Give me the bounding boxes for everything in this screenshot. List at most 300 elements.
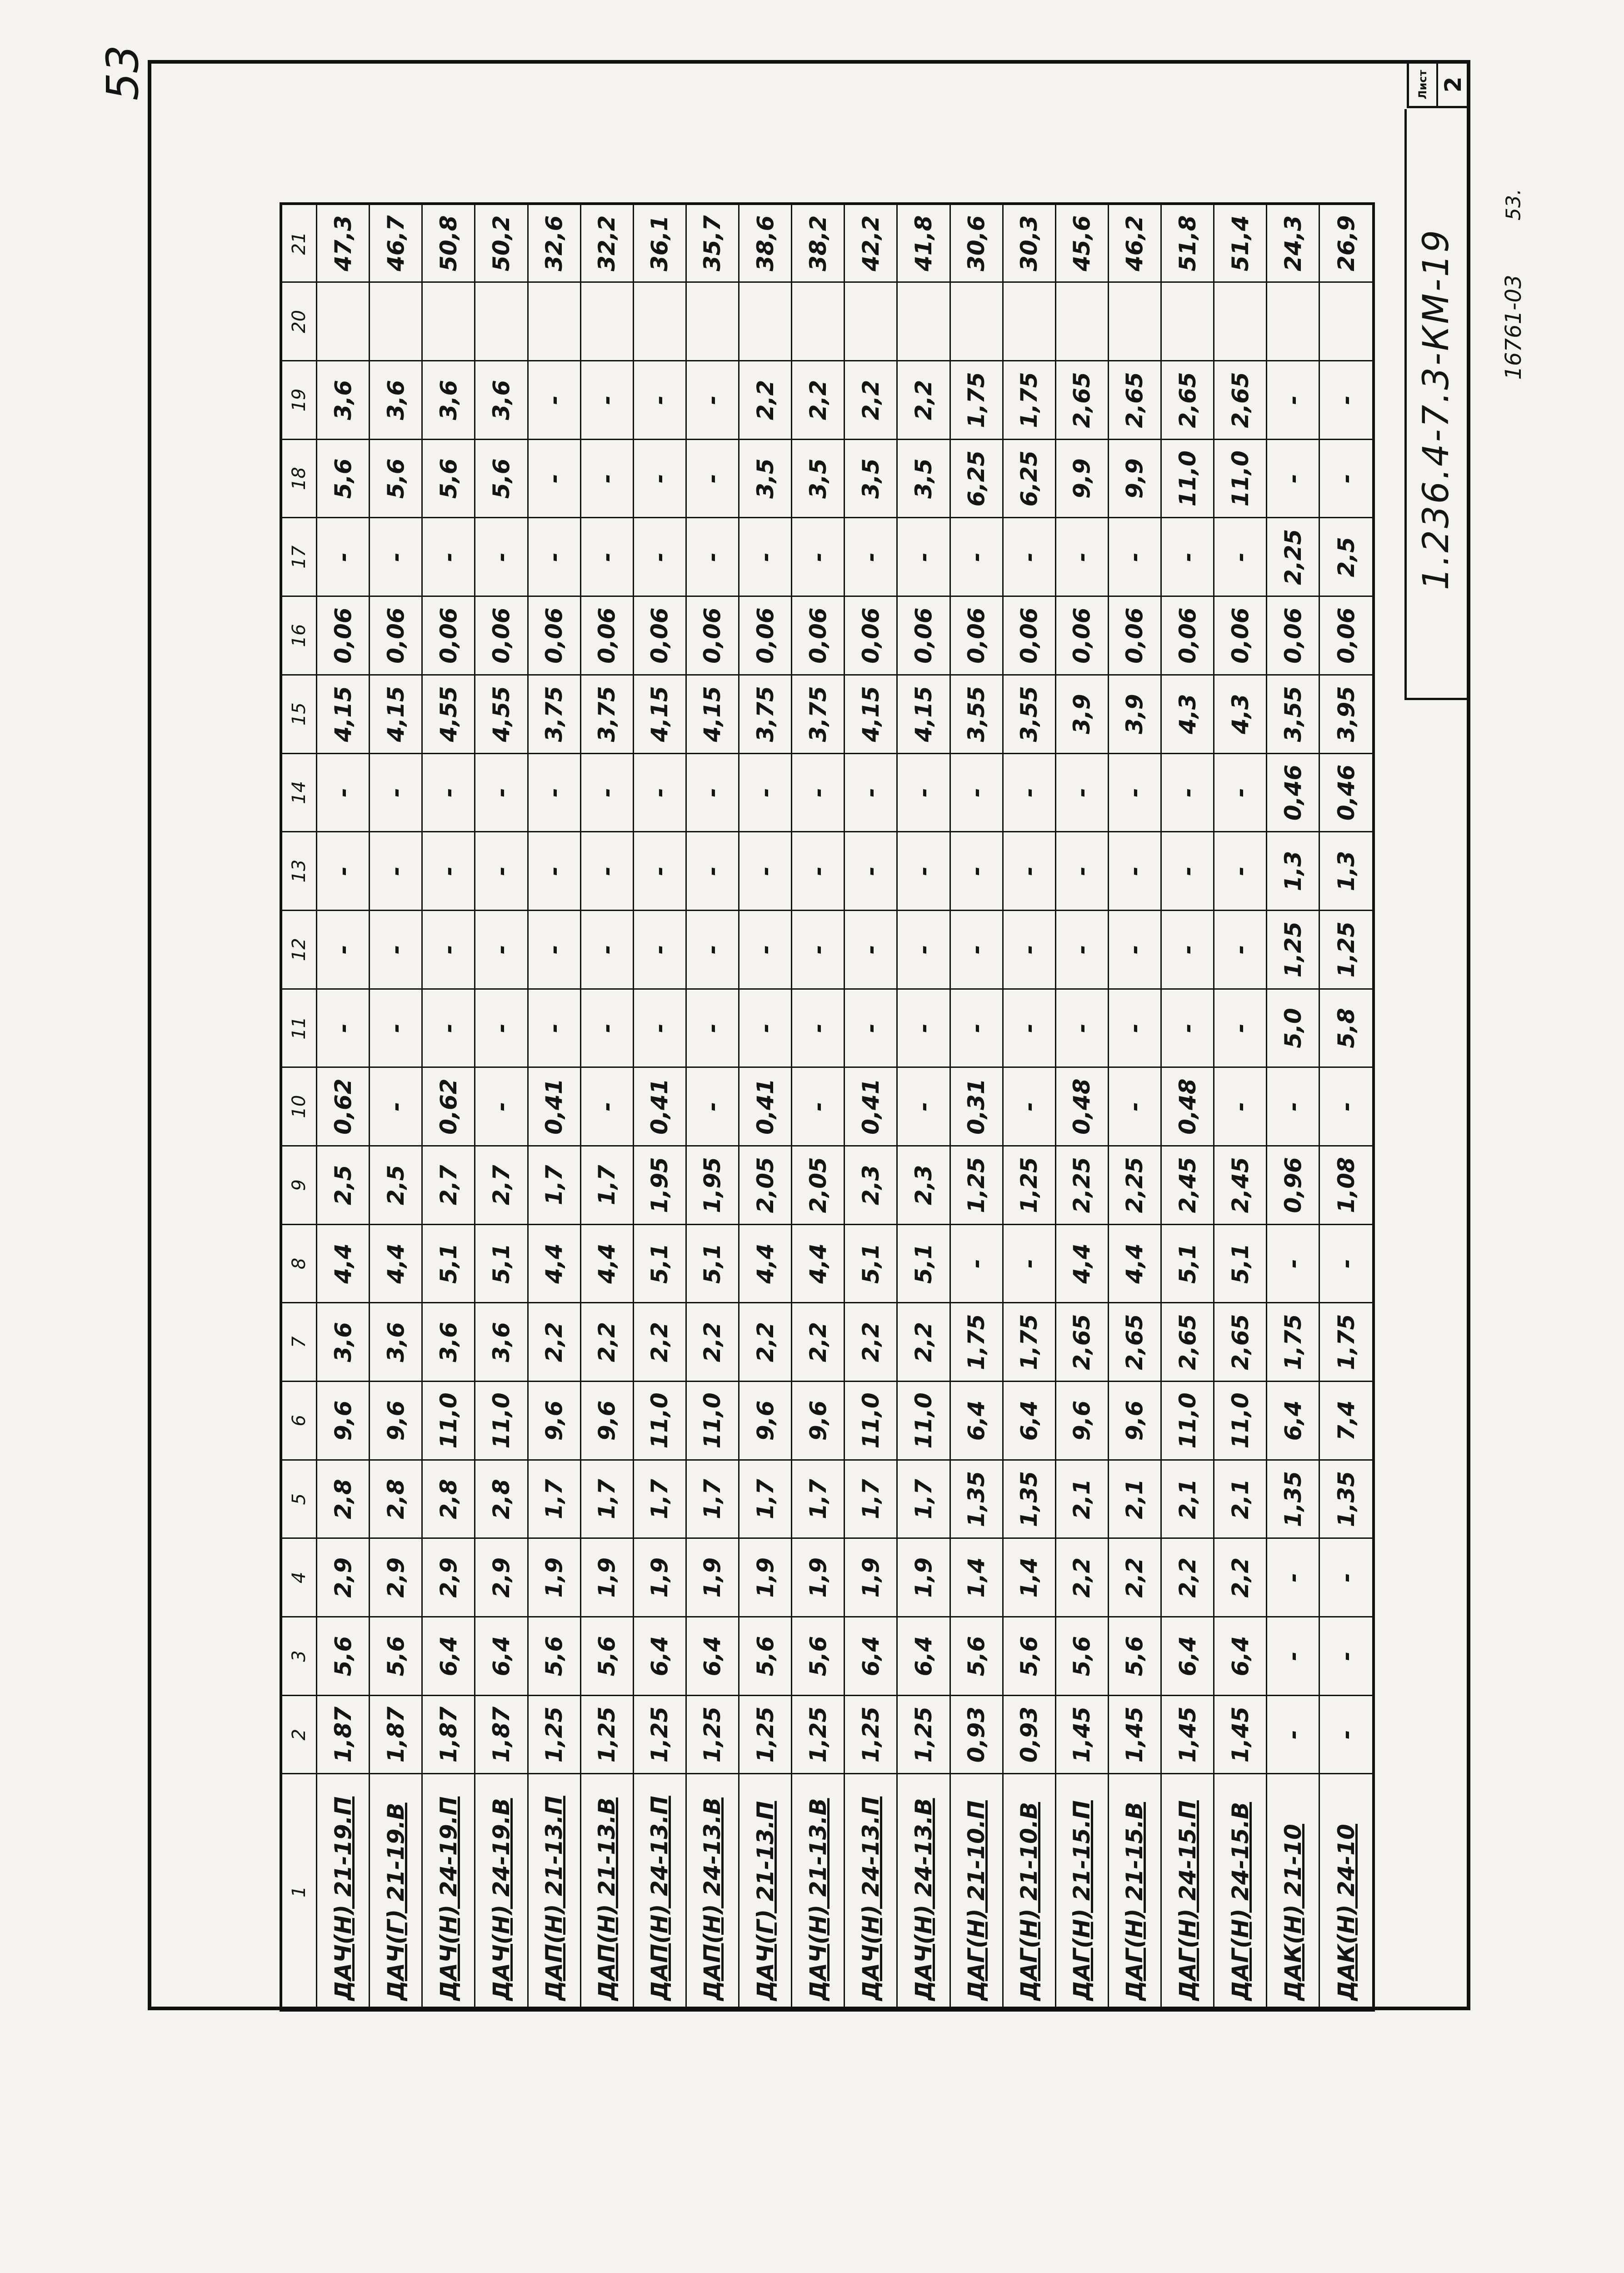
table-row [528, 204, 580, 2010]
value-cell [580, 282, 633, 361]
value-cell: 4,4 [370, 1224, 422, 1303]
value-cell: 2,9 [370, 1538, 422, 1617]
value-cell: 11,0 [1161, 439, 1214, 518]
value-cell: - [792, 910, 844, 989]
table-row [739, 204, 792, 2010]
value-cell: 3,75 [739, 675, 792, 753]
table-row [897, 204, 950, 2010]
value-cell: 51,4 [1214, 204, 1267, 282]
value-cell: 0,06 [475, 596, 528, 675]
value-cell: 3,55 [950, 675, 1003, 753]
value-cell: 5,1 [1161, 1224, 1214, 1303]
value-cell: 1,25 [633, 1695, 686, 1774]
value-cell: 3,55 [1267, 675, 1319, 753]
value-cell: 4,3 [1214, 675, 1267, 753]
table-row [792, 204, 844, 2010]
value-cell: - [475, 753, 528, 832]
value-cell: - [950, 910, 1003, 989]
column-header: 3 [281, 1617, 317, 1696]
value-cell: 1,4 [950, 1538, 1003, 1617]
value-cell: 9,6 [792, 1382, 844, 1460]
value-cell: - [317, 910, 370, 989]
element-mark-cell: ДАЧ(Н) 21-13.В [792, 1774, 844, 2010]
value-cell [1003, 282, 1055, 361]
value-cell: 0,41 [633, 1067, 686, 1146]
value-cell: - [1319, 1224, 1374, 1303]
value-cell: 1,9 [897, 1538, 950, 1617]
value-cell: 6,4 [1267, 1382, 1319, 1460]
value-cell: 6,4 [1214, 1617, 1267, 1696]
value-cell: 1,45 [1161, 1695, 1214, 1774]
value-cell: - [528, 439, 580, 518]
element-mark-cell: ДАП(Н) 24-13.П [633, 1774, 686, 2010]
value-cell: 0,06 [528, 596, 580, 675]
value-cell: - [950, 989, 1003, 1067]
value-cell [317, 282, 370, 361]
value-cell: 2,65 [1055, 361, 1108, 440]
value-cell: 3,75 [580, 675, 633, 753]
value-cell: - [1214, 1067, 1267, 1146]
value-cell: - [580, 361, 633, 440]
value-cell: 2,2 [686, 1303, 739, 1382]
value-cell: - [475, 518, 528, 596]
value-cell: - [1055, 910, 1108, 989]
value-cell: 32,6 [528, 204, 580, 282]
value-cell [739, 282, 792, 361]
value-cell: 5,6 [528, 1617, 580, 1696]
value-cell: 3,55 [1003, 675, 1055, 753]
value-cell: 35,7 [686, 204, 739, 282]
value-cell: - [739, 753, 792, 832]
document-code: 1.236.4-7.3-КМ-19 [1416, 228, 1457, 591]
value-cell: - [1108, 910, 1161, 989]
value-cell: 4,4 [1055, 1224, 1108, 1303]
value-cell: 2,65 [1161, 1303, 1214, 1382]
column-header: 7 [281, 1303, 317, 1382]
value-cell: - [1267, 1067, 1319, 1146]
value-cell: 5,1 [475, 1224, 528, 1303]
value-cell: 5,1 [844, 1224, 897, 1303]
value-cell: 2,2 [844, 361, 897, 440]
value-cell: 0,48 [1161, 1067, 1214, 1146]
inventory-number: 16761-03 [1501, 275, 1526, 380]
table-row [1214, 204, 1267, 2010]
column-header: 16 [281, 596, 317, 675]
value-cell: - [528, 518, 580, 596]
value-cell: 9,9 [1055, 439, 1108, 518]
sheet-label-cell [1409, 63, 1438, 106]
table-row [1055, 204, 1108, 2010]
value-cell: 1,87 [475, 1695, 528, 1774]
value-cell: 6,25 [950, 439, 1003, 518]
value-cell: 1,25 [950, 1146, 1003, 1225]
value-cell: 30,6 [950, 204, 1003, 282]
table-row [633, 204, 686, 2010]
value-cell: - [1214, 989, 1267, 1067]
value-cell: 11,0 [1161, 1382, 1214, 1460]
value-cell: 0,06 [844, 596, 897, 675]
value-cell: 9,6 [528, 1382, 580, 1460]
element-mark-cell: ДАЧ(Н) 24-19.В [475, 1774, 528, 2010]
value-cell: 2,2 [739, 361, 792, 440]
value-cell: 6,4 [950, 1382, 1003, 1460]
value-cell [422, 282, 475, 361]
specification-table [280, 202, 1375, 2012]
value-cell [897, 282, 950, 361]
value-cell: 5,6 [317, 439, 370, 518]
value-cell: - [1003, 1067, 1055, 1146]
value-cell: - [1319, 1067, 1374, 1146]
value-cell: 2,7 [475, 1146, 528, 1225]
value-cell: 5,1 [422, 1224, 475, 1303]
value-cell: - [1214, 753, 1267, 832]
value-cell: 1,9 [686, 1538, 739, 1617]
value-cell: 11,0 [1214, 439, 1267, 518]
element-mark-cell: ДАК(Н) 24-10 [1319, 1774, 1374, 2010]
value-cell: 5,1 [686, 1224, 739, 1303]
value-cell: 4,15 [370, 675, 422, 753]
page-mark: 53 [97, 45, 148, 101]
value-cell: 3,75 [528, 675, 580, 753]
value-cell: 1,9 [633, 1538, 686, 1617]
value-cell: 0,41 [844, 1067, 897, 1146]
value-cell: 1,3 [1319, 832, 1374, 911]
value-cell: - [580, 989, 633, 1067]
value-cell: - [1055, 753, 1108, 832]
value-cell: 0,06 [1214, 596, 1267, 675]
value-cell: 7,4 [1319, 1382, 1374, 1460]
value-cell: 5,6 [370, 439, 422, 518]
value-cell: 2,25 [1267, 518, 1319, 596]
value-cell: 1,7 [739, 1460, 792, 1538]
value-cell: 46,2 [1108, 204, 1161, 282]
value-cell: 5,1 [897, 1224, 950, 1303]
value-cell: 36,1 [633, 204, 686, 282]
value-cell: - [475, 910, 528, 989]
value-cell: 1,87 [422, 1695, 475, 1774]
value-cell: - [633, 439, 686, 518]
value-cell: 0,41 [528, 1067, 580, 1146]
value-cell: 30,3 [1003, 204, 1055, 282]
value-cell: 0,06 [950, 596, 1003, 675]
value-cell: 9,6 [1108, 1382, 1161, 1460]
value-cell: 2,3 [897, 1146, 950, 1225]
value-cell: 1,45 [1214, 1695, 1267, 1774]
value-cell: 1,87 [317, 1695, 370, 1774]
value-cell: - [686, 361, 739, 440]
value-cell: 2,2 [792, 1303, 844, 1382]
value-cell: 2,2 [1108, 1538, 1161, 1617]
value-cell: - [370, 910, 422, 989]
value-cell: - [1267, 1617, 1319, 1696]
value-cell: 1,7 [792, 1460, 844, 1538]
value-cell: 1,75 [950, 1303, 1003, 1382]
value-cell: - [897, 1067, 950, 1146]
value-cell: 2,9 [475, 1538, 528, 1617]
value-cell: 6,4 [1161, 1617, 1214, 1696]
value-cell: - [686, 753, 739, 832]
element-mark-cell: ДАГ(Н) 21-10.П [950, 1774, 1003, 2010]
value-cell: 5,1 [1214, 1224, 1267, 1303]
sheet-number-box [1407, 63, 1468, 108]
value-cell: 3,75 [792, 675, 844, 753]
value-cell [1108, 282, 1161, 361]
value-cell: 51,8 [1161, 204, 1214, 282]
value-cell: 6,4 [686, 1617, 739, 1696]
column-header: 5 [281, 1460, 317, 1538]
value-cell: 0,06 [1319, 596, 1374, 675]
value-cell: - [1267, 1538, 1319, 1617]
value-cell: 3,9 [1055, 675, 1108, 753]
value-cell: - [422, 910, 475, 989]
value-cell: 1,75 [1003, 1303, 1055, 1382]
value-cell: - [528, 832, 580, 911]
value-cell: 3,6 [317, 361, 370, 440]
value-cell: 50,2 [475, 204, 528, 282]
value-cell: 1,25 [1319, 910, 1374, 989]
sheet-label: Лист [1416, 70, 1429, 99]
value-cell: 2,3 [844, 1146, 897, 1225]
value-cell: - [897, 989, 950, 1067]
value-cell: 1,25 [897, 1695, 950, 1774]
value-cell: 0,06 [686, 596, 739, 675]
value-cell: 2,9 [317, 1538, 370, 1617]
value-cell: 1,7 [528, 1146, 580, 1225]
value-cell: - [686, 1067, 739, 1146]
value-cell: 2,2 [1161, 1538, 1214, 1617]
value-cell: 0,96 [1267, 1146, 1319, 1225]
column-header: 21 [281, 204, 317, 282]
table-row [422, 204, 475, 2010]
value-cell: 2,8 [317, 1460, 370, 1538]
value-cell: 1,7 [580, 1146, 633, 1225]
column-header: 6 [281, 1382, 317, 1460]
value-cell: 45,6 [1055, 204, 1108, 282]
column-header: 12 [281, 910, 317, 989]
element-mark-cell: ДАП(Н) 21-13.В [580, 1774, 633, 2010]
value-cell: 3,6 [317, 1303, 370, 1382]
inventory-mark: 53. [1502, 189, 1525, 220]
value-cell [844, 282, 897, 361]
value-cell: 5,6 [792, 1617, 844, 1696]
value-cell: - [844, 910, 897, 989]
value-cell: 2,05 [739, 1146, 792, 1225]
value-cell: 2,8 [370, 1460, 422, 1538]
value-cell: 1,08 [1319, 1146, 1374, 1225]
value-cell: 3,6 [475, 361, 528, 440]
value-cell: - [792, 1067, 844, 1146]
value-cell: - [844, 832, 897, 911]
value-cell: 1,75 [1003, 361, 1055, 440]
value-cell: 5,6 [1003, 1617, 1055, 1696]
value-cell: - [580, 1067, 633, 1146]
value-cell: 5,6 [739, 1617, 792, 1696]
value-cell: 2,7 [422, 1146, 475, 1225]
value-cell: 3,95 [1319, 675, 1374, 753]
value-cell: 4,4 [739, 1224, 792, 1303]
column-header: 14 [281, 753, 317, 832]
value-cell: - [633, 518, 686, 596]
table-row [1267, 204, 1319, 2010]
value-cell: 3,6 [475, 1303, 528, 1382]
column-header: 15 [281, 675, 317, 753]
value-cell: 0,06 [1055, 596, 1108, 675]
value-cell: 9,6 [370, 1382, 422, 1460]
specification-table-wrapper [280, 202, 1375, 2012]
value-cell: 4,4 [317, 1224, 370, 1303]
element-mark-cell: ДАЧ(Г) 21-19.В [370, 1774, 422, 2010]
value-cell: 42,2 [844, 204, 897, 282]
table-row [370, 204, 422, 2010]
value-cell: 1,7 [528, 1460, 580, 1538]
value-cell: 1,25 [686, 1695, 739, 1774]
value-cell: 38,2 [792, 204, 844, 282]
value-cell: 1,7 [844, 1460, 897, 1538]
value-cell: 32,2 [580, 204, 633, 282]
value-cell: 1,25 [528, 1695, 580, 1774]
table-row [1319, 204, 1374, 2010]
value-cell: 1,7 [580, 1460, 633, 1538]
value-cell: - [1214, 910, 1267, 989]
value-cell: 1,25 [1003, 1146, 1055, 1225]
value-cell: - [1108, 989, 1161, 1067]
value-cell: - [317, 989, 370, 1067]
value-cell: 50,8 [422, 204, 475, 282]
value-cell: - [1108, 1067, 1161, 1146]
value-cell: - [580, 439, 633, 518]
sheet-number: 2 [1440, 76, 1466, 92]
value-cell: - [1161, 753, 1214, 832]
table-row [580, 204, 633, 2010]
element-mark-cell: ДАГ(Н) 21-15.П [1055, 1774, 1108, 2010]
value-cell: 1,45 [1108, 1695, 1161, 1774]
value-cell [1214, 282, 1267, 361]
value-cell: - [422, 518, 475, 596]
column-header: 2 [281, 1695, 317, 1774]
value-cell: 0,41 [739, 1067, 792, 1146]
value-cell: - [370, 753, 422, 832]
value-cell: - [950, 1224, 1003, 1303]
value-cell [950, 282, 1003, 361]
value-cell: - [422, 832, 475, 911]
value-cell: 6,4 [1003, 1382, 1055, 1460]
value-cell: 1,45 [1055, 1695, 1108, 1774]
value-cell: 1,25 [1267, 910, 1319, 989]
value-cell: - [370, 518, 422, 596]
value-cell: 2,45 [1214, 1146, 1267, 1225]
value-cell: - [528, 753, 580, 832]
value-cell: - [475, 989, 528, 1067]
value-cell: - [686, 832, 739, 911]
value-cell: - [897, 518, 950, 596]
value-cell: 9,6 [580, 1382, 633, 1460]
value-cell: 5,6 [1055, 1617, 1108, 1696]
value-cell: 6,4 [844, 1617, 897, 1696]
value-cell: - [528, 989, 580, 1067]
value-cell: 5,8 [1319, 989, 1374, 1067]
value-cell: 6,4 [475, 1617, 528, 1696]
value-cell: - [686, 518, 739, 596]
value-cell: 3,9 [1108, 675, 1161, 753]
column-header: 9 [281, 1146, 317, 1225]
value-cell: - [370, 1067, 422, 1146]
value-cell: 2,1 [1214, 1460, 1267, 1538]
value-cell: 46,7 [370, 204, 422, 282]
value-cell: - [633, 832, 686, 911]
value-cell: 0,06 [897, 596, 950, 675]
value-cell: 4,15 [317, 675, 370, 753]
element-mark-cell: ДАЧ(Г) 21-13.П [739, 1774, 792, 2010]
value-cell: 2,25 [1108, 1146, 1161, 1225]
value-cell: - [1319, 439, 1374, 518]
value-cell: - [792, 518, 844, 596]
value-cell: 3,5 [739, 439, 792, 518]
value-cell: 2,2 [739, 1303, 792, 1382]
value-cell: 0,06 [1161, 596, 1214, 675]
value-cell: 24,3 [1267, 204, 1319, 282]
table-row [1003, 204, 1055, 2010]
value-cell: 9,6 [317, 1382, 370, 1460]
value-cell: - [792, 989, 844, 1067]
value-cell: - [580, 518, 633, 596]
value-cell: 0,06 [633, 596, 686, 675]
value-cell: 4,4 [792, 1224, 844, 1303]
value-cell: 2,2 [897, 1303, 950, 1382]
value-cell: - [370, 832, 422, 911]
value-cell: - [950, 753, 1003, 832]
value-cell: 2,2 [580, 1303, 633, 1382]
value-cell: 38,6 [739, 204, 792, 282]
column-header: 1 [281, 1774, 317, 2010]
value-cell: - [1055, 518, 1108, 596]
value-cell: - [317, 753, 370, 832]
value-cell: 3,6 [370, 361, 422, 440]
element-mark-cell: ДАЧ(Н) 24-19.П [422, 1774, 475, 2010]
value-cell: - [1214, 518, 1267, 596]
value-cell: 11,0 [844, 1382, 897, 1460]
value-cell: 5,6 [370, 1617, 422, 1696]
value-cell: - [950, 518, 1003, 596]
value-cell: 2,2 [792, 361, 844, 440]
element-mark-cell: ДАГ(Н) 21-15.В [1108, 1774, 1161, 2010]
value-cell: 0,06 [317, 596, 370, 675]
value-cell: - [897, 832, 950, 911]
element-mark-cell: ДАП(Н) 21-13.П [528, 1774, 580, 2010]
value-cell [633, 282, 686, 361]
column-header: 13 [281, 832, 317, 911]
value-cell: - [422, 753, 475, 832]
value-cell: - [633, 753, 686, 832]
sheet-number-cell [1438, 63, 1468, 106]
value-cell: 1,7 [686, 1460, 739, 1538]
table-header-row [281, 204, 317, 2010]
value-cell: 1,4 [1003, 1538, 1055, 1617]
value-cell: 1,35 [1319, 1460, 1374, 1538]
element-mark-cell: ДАП(Н) 24-13.В [686, 1774, 739, 2010]
value-cell: - [317, 518, 370, 596]
value-cell [686, 282, 739, 361]
value-cell: 2,9 [422, 1538, 475, 1617]
table-row [686, 204, 739, 2010]
value-cell: - [1003, 753, 1055, 832]
element-mark-cell: ДАГ(Н) 24-15.В [1214, 1774, 1267, 2010]
value-cell: 1,25 [844, 1695, 897, 1774]
value-cell: 0,62 [317, 1067, 370, 1146]
value-cell: - [1003, 910, 1055, 989]
value-cell: 2,65 [1214, 1303, 1267, 1382]
value-cell: 0,46 [1319, 753, 1374, 832]
value-cell: 1,87 [370, 1695, 422, 1774]
